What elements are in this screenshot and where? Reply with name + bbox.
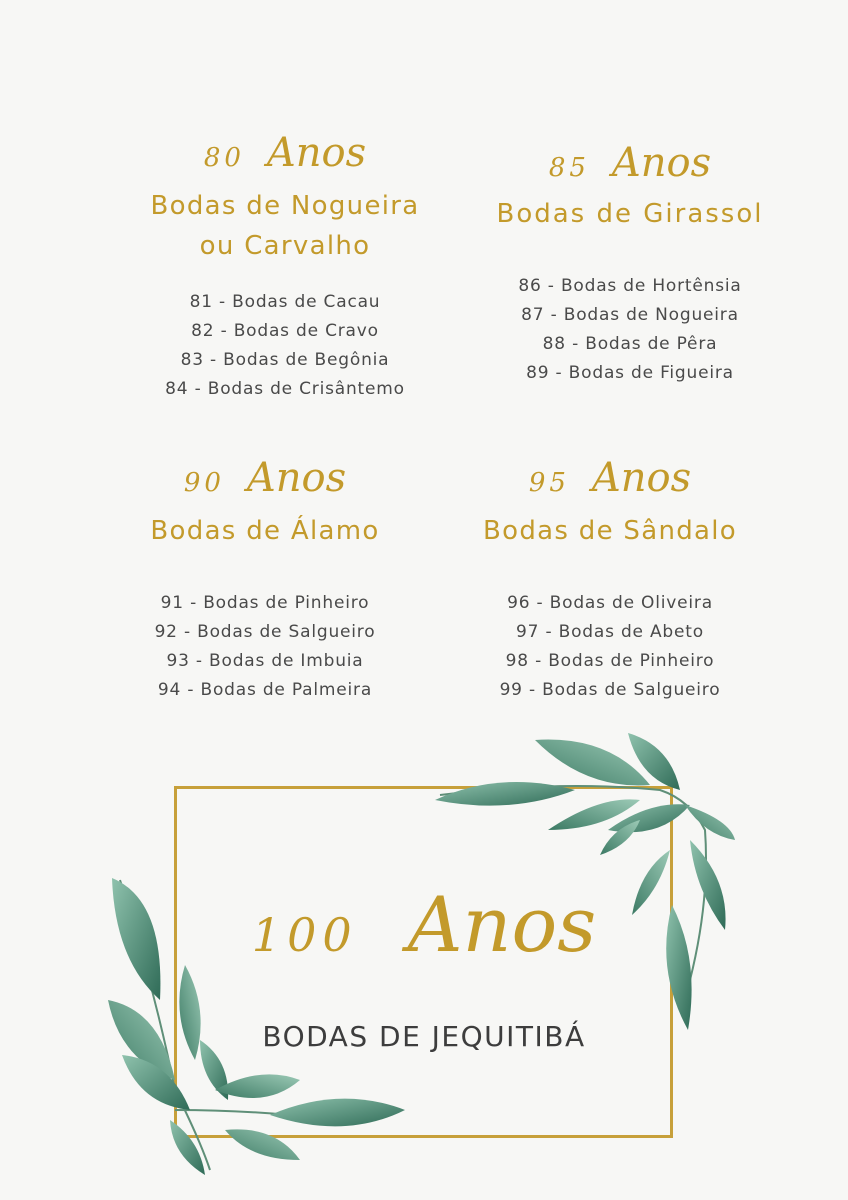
years-heading <box>110 455 420 501</box>
finale-years-number: 100 <box>251 908 358 962</box>
list-item: 96 - Bodas de Oliveira <box>507 593 713 613</box>
years-heading <box>460 140 800 186</box>
section-title <box>460 194 800 234</box>
list-item: 87 - Bodas de Nogueira <box>521 305 739 325</box>
section-title-line: ou Carvalho <box>199 231 371 261</box>
list-item: 97 - Bodas de Abeto <box>516 622 704 642</box>
list-item: 82 - Bodas de Cravo <box>191 321 379 341</box>
section-title <box>450 511 770 551</box>
finale-title: BODAS DE JEQUITIBÁ <box>262 1020 586 1053</box>
years-number: 90 <box>183 468 225 498</box>
list-item: 84 - Bodas de Crisântemo <box>165 379 405 399</box>
list-item: 81 - Bodas de Cacau <box>189 292 381 312</box>
section-title-line: Bodas de Nogueira <box>150 191 420 221</box>
list-item: 86 - Bodas de Hortênsia <box>518 276 742 296</box>
anniversary-list <box>110 589 420 705</box>
years-number: 95 <box>528 468 570 498</box>
list-item: 99 - Bodas de Salgueiro <box>499 680 721 700</box>
section-85-anos <box>460 140 800 388</box>
section-80-anos <box>120 130 450 404</box>
section-title-line: Bodas de Girassol <box>496 199 764 229</box>
list-item: 88 - Bodas de Pêra <box>542 334 718 354</box>
years-number: 85 <box>548 153 590 183</box>
years-word: Anos <box>266 130 367 176</box>
list-item: 83 - Bodas de Begônia <box>180 350 390 370</box>
finale-years-word: Anos <box>407 880 597 969</box>
section-95-anos <box>450 455 770 705</box>
list-item: 94 - Bodas de Palmeira <box>157 680 373 700</box>
section-title-line: Bodas de Álamo <box>150 516 380 546</box>
list-item: 92 - Bodas de Salgueiro <box>154 622 376 642</box>
section-title <box>110 511 420 551</box>
years-word: Anos <box>246 455 347 501</box>
list-item: 91 - Bodas de Pinheiro <box>160 593 370 613</box>
list-item: 93 - Bodas de Imbuia <box>166 651 364 671</box>
years-heading <box>120 130 450 176</box>
anniversary-list <box>450 589 770 705</box>
list-item: 98 - Bodas de Pinheiro <box>505 651 715 671</box>
years-heading <box>450 455 770 501</box>
anniversary-list <box>460 272 800 388</box>
years-word: Anos <box>591 455 692 501</box>
section-title-line: Bodas de Sândalo <box>482 516 738 546</box>
anniversary-list <box>120 288 450 404</box>
years-word: Anos <box>611 140 712 186</box>
list-item: 89 - Bodas de Figueira <box>526 363 734 383</box>
finale-years-heading <box>0 880 848 969</box>
section-90-anos <box>110 455 420 705</box>
section-title <box>120 186 450 266</box>
years-number: 80 <box>203 143 245 173</box>
